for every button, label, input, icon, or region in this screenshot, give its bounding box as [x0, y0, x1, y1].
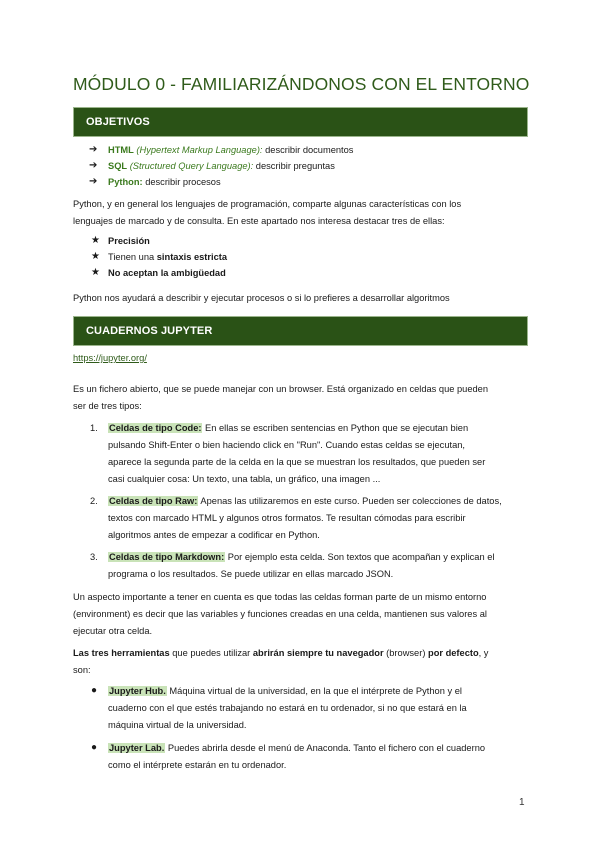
- cell-type-item: Celdas de tipo Code: En ellas se escriben sentencias en Python que se ejecutan bien: [109, 423, 469, 433]
- paragraph-line: Python, y en general los lenguajes de programación, comparte algunas características con los: [73, 199, 462, 209]
- section-heading-jupyter: [73, 316, 528, 346]
- list-number: 3.: [90, 552, 98, 562]
- paragraph-line: Un aspecto importante a tener en cuenta es que todas las celdas forman parte de un mismo entorno: [73, 592, 487, 602]
- paragraph-line: como el intérprete estarán en tu ordenador.: [108, 760, 287, 770]
- arrow-right-icon: ➔: [89, 144, 98, 155]
- paragraph-line: pulsando Shift-Enter o bien haciendo click en "Run". Cuando estas celdas se ejecutan,: [108, 440, 466, 450]
- section-heading-label: CUADERNOS JUPYTER: [86, 325, 213, 337]
- paragraph-line: Las tres herramientas que puedes utilizar abrirán siempre tu navegador (browser) por defecto, y: [73, 648, 489, 658]
- objective-item: Python: describir procesos: [108, 177, 221, 187]
- tool-item: Jupyter Hub. Máquina virtual de la universidad, en la que el intérprete de Python y el: [109, 686, 462, 696]
- paragraph-line: son:: [73, 665, 91, 675]
- arrow-right-icon: ➔: [89, 176, 98, 187]
- star-item: Tienen una sintaxis estricta: [108, 252, 228, 262]
- list-number: 2.: [90, 496, 98, 506]
- cell-type-item: Celdas de tipo Markdown: Por ejemplo esta celda. Son textos que acompañan y explican el: [109, 552, 495, 562]
- paragraph-line: programa o los resultados. Se puede utilizar en ellas marcado JSON.: [108, 569, 394, 579]
- star-icon: ★: [91, 235, 100, 246]
- page-title: MÓDULO 0 - FAMILIARIZÁNDONOS CON EL ENTORNO: [73, 74, 530, 94]
- page-number: 1: [519, 797, 525, 808]
- section-heading-label: OBJETIVOS: [86, 116, 150, 128]
- bullet-icon: ●: [91, 742, 98, 753]
- arrow-right-icon: ➔: [89, 160, 98, 171]
- paragraph-line: casi cualquier cosa: Un texto, una tabla, un gráfico, una imagen ...: [108, 474, 381, 484]
- paragraph-line: Es un fichero abierto, que se puede manejar con un browser. Está organizado en celdas que pueden: [73, 384, 489, 394]
- bullet-icon: ●: [91, 685, 98, 696]
- objective-item: HTML (Hypertext Markup Language): describir documentos: [108, 145, 354, 155]
- paragraph-line: aparece la segunda parte de la celda en la que se muestran los resultados, que pueden ser: [108, 457, 486, 467]
- star-item: Precisión: [108, 236, 150, 246]
- paragraph-line: ejecutar otra celda.: [73, 626, 153, 636]
- star-item: No aceptan la ambigüedad: [108, 268, 226, 278]
- paragraph-line: textos con marcado HTML y algunos otros formatos. Te resultan cómodas para escribir: [108, 513, 466, 523]
- paragraph-line: Python nos ayudará a describir y ejecutar procesos o si lo prefieres a desarrollar algoritmos: [73, 293, 450, 303]
- tool-item: Jupyter Lab. Puedes abrirla desde el menú de Anaconda. Tanto el fichero con el cuaderno: [109, 743, 486, 753]
- paragraph-line: algoritmos antes de empezar a codificar en Python.: [108, 530, 320, 540]
- section-heading-objetivos: [73, 107, 528, 137]
- cell-type-item: Celdas de tipo Raw: Apenas las utilizaremos en este curso. Pueden ser colecciones de datos,: [109, 496, 502, 506]
- paragraph-line: (environment) es decir que las variables y funciones creadas en una celda, mantienen sus valores al: [73, 609, 487, 619]
- list-number: 1.: [90, 423, 98, 433]
- star-icon: ★: [91, 251, 100, 262]
- star-icon: ★: [91, 267, 100, 278]
- paragraph-line: cuaderno con el que estés trabajando no estará en tu ordenador, si no que estará en la: [108, 703, 467, 713]
- paragraph-line: máquina virtual de la universidad.: [108, 720, 247, 730]
- objective-item: SQL (Structured Query Language): describir preguntas: [108, 161, 335, 171]
- paragraph-line: ser de tres tipos:: [73, 401, 142, 411]
- paragraph-line: lenguajes de marcado y de consulta. En este apartado nos interesa destacar tres de ellas:: [73, 216, 445, 226]
- jupyter-link[interactable]: https://jupyter.org/: [73, 353, 147, 363]
